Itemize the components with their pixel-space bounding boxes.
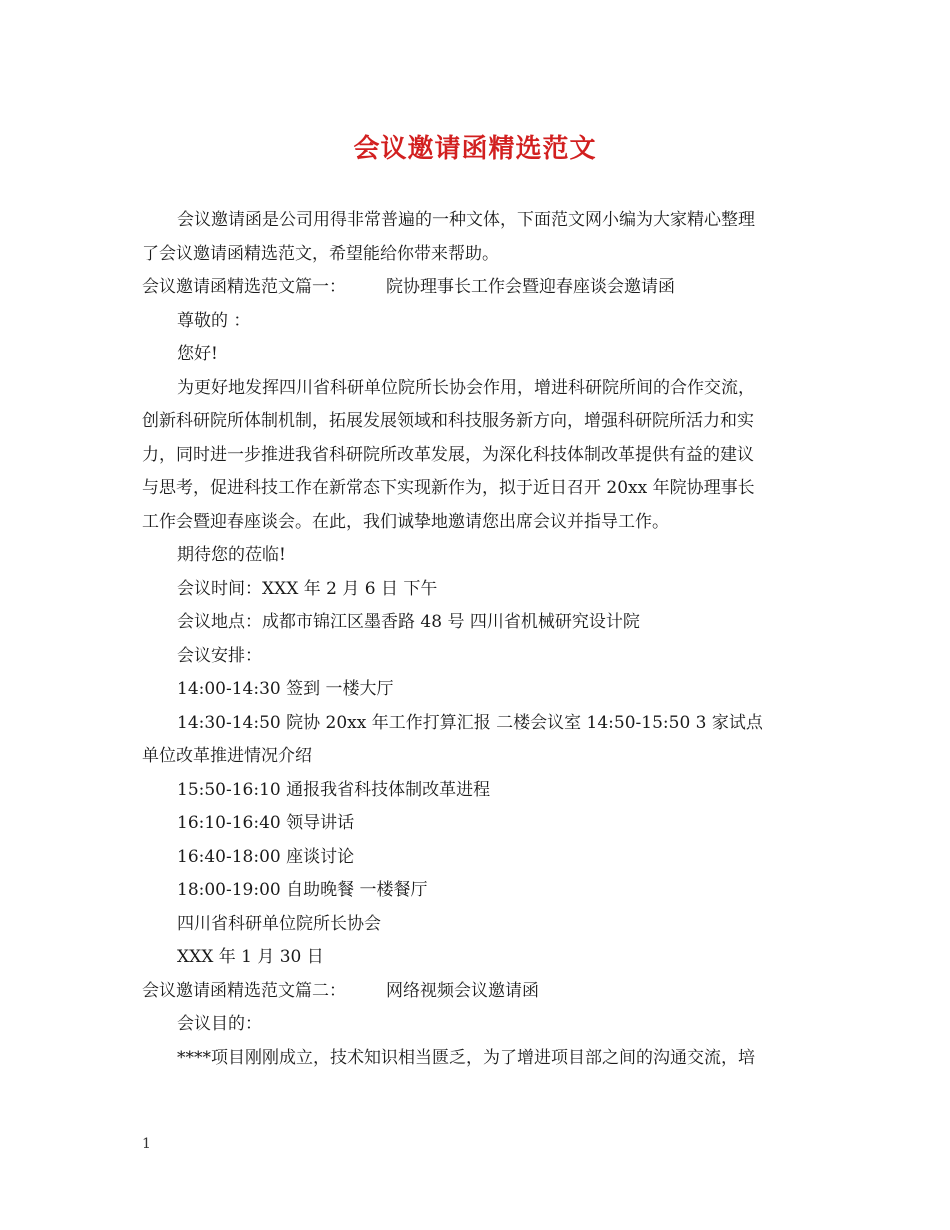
section-subtitle: 网络视频会议邀请函 bbox=[386, 980, 539, 1001]
purpose-paragraph-line: ****项目刚刚成立，技术知识相当匮乏，为了增进项目部之间的沟通交流，培 bbox=[177, 1047, 755, 1068]
section-subtitle: 院协理事长工作会暨迎春座谈会邀请函 bbox=[386, 277, 675, 297]
agenda-item-continued: 单位改革推进情况介绍 bbox=[142, 746, 312, 766]
signature-organization: 四川省科研单位院所长协会 bbox=[177, 913, 381, 934]
agenda-label: 会议安排： bbox=[177, 645, 262, 666]
intro-paragraph-line: 了会议邀请函精选范文，希望能给你带来帮助。 bbox=[142, 243, 499, 264]
agenda-item: 14:00-14:30 签到 一楼大厅 bbox=[177, 679, 394, 699]
closing-line: 期待您的莅临! bbox=[177, 545, 286, 565]
agenda-item: 16:40-18:00 座谈讨论 bbox=[177, 846, 355, 867]
body-paragraph-line: 与思考，促进科技工作在新常态下实现新作为，拟于近日召开 20xx 年院协理事长 bbox=[142, 478, 755, 498]
section-heading-1 bbox=[142, 271, 812, 305]
meeting-time: 会议时间：XXX 年 2 月 6 日 下午 bbox=[177, 578, 438, 599]
section-heading-2 bbox=[142, 975, 812, 1009]
section-label: 会议邀请函精选范文篇二： bbox=[142, 980, 346, 1001]
document-body bbox=[142, 204, 812, 1075]
agenda-item: 14:30-14:50 院协 20xx 年工作打算汇报 二楼会议室 14:50-15:50 3 家试点 bbox=[177, 712, 763, 733]
agenda-item: 16:10-16:40 领导讲话 bbox=[177, 813, 355, 833]
purpose-label: 会议目的： bbox=[177, 1014, 262, 1034]
document-title: 会议邀请函精选范文 bbox=[353, 134, 597, 164]
intro-paragraph-line: 会议邀请函是公司用得非常普遍的一种文体，下面范文网小编为大家精心整理 bbox=[177, 210, 755, 230]
body-paragraph-line: 力，同时进一步推进我省科研院所改革发展，为深化科技体制改革提供有益的建议 bbox=[142, 444, 754, 465]
signature-date: XXX 年 1 月 30 日 bbox=[177, 947, 324, 967]
meeting-place: 会议地点：成都市锦江区墨香路 48 号 四川省机械研究设计院 bbox=[177, 612, 640, 632]
body-paragraph-line: 创新科研院所体制机制，拓展发展领域和科技服务新方向，增强科研院所活力和实 bbox=[142, 411, 754, 431]
page-number: 1 bbox=[142, 1136, 151, 1152]
section-label: 会议邀请函精选范文篇一： bbox=[142, 277, 346, 297]
greeting: 您好! bbox=[177, 344, 218, 364]
agenda-item: 18:00-19:00 自助晚餐 一楼餐厅 bbox=[177, 880, 428, 900]
agenda-item: 15:50-16:10 通报我省科技体制改革进程 bbox=[177, 779, 491, 800]
body-paragraph-line: 为更好地发挥四川省科研单位院所长协会作用，增进科研院所间的合作交流， bbox=[177, 377, 755, 398]
body-paragraph-line: 工作会暨迎春座谈会。在此，我们诚挚地邀请您出席会议并指导工作。 bbox=[142, 511, 669, 532]
salutation: 尊敬的 ： bbox=[177, 310, 251, 331]
